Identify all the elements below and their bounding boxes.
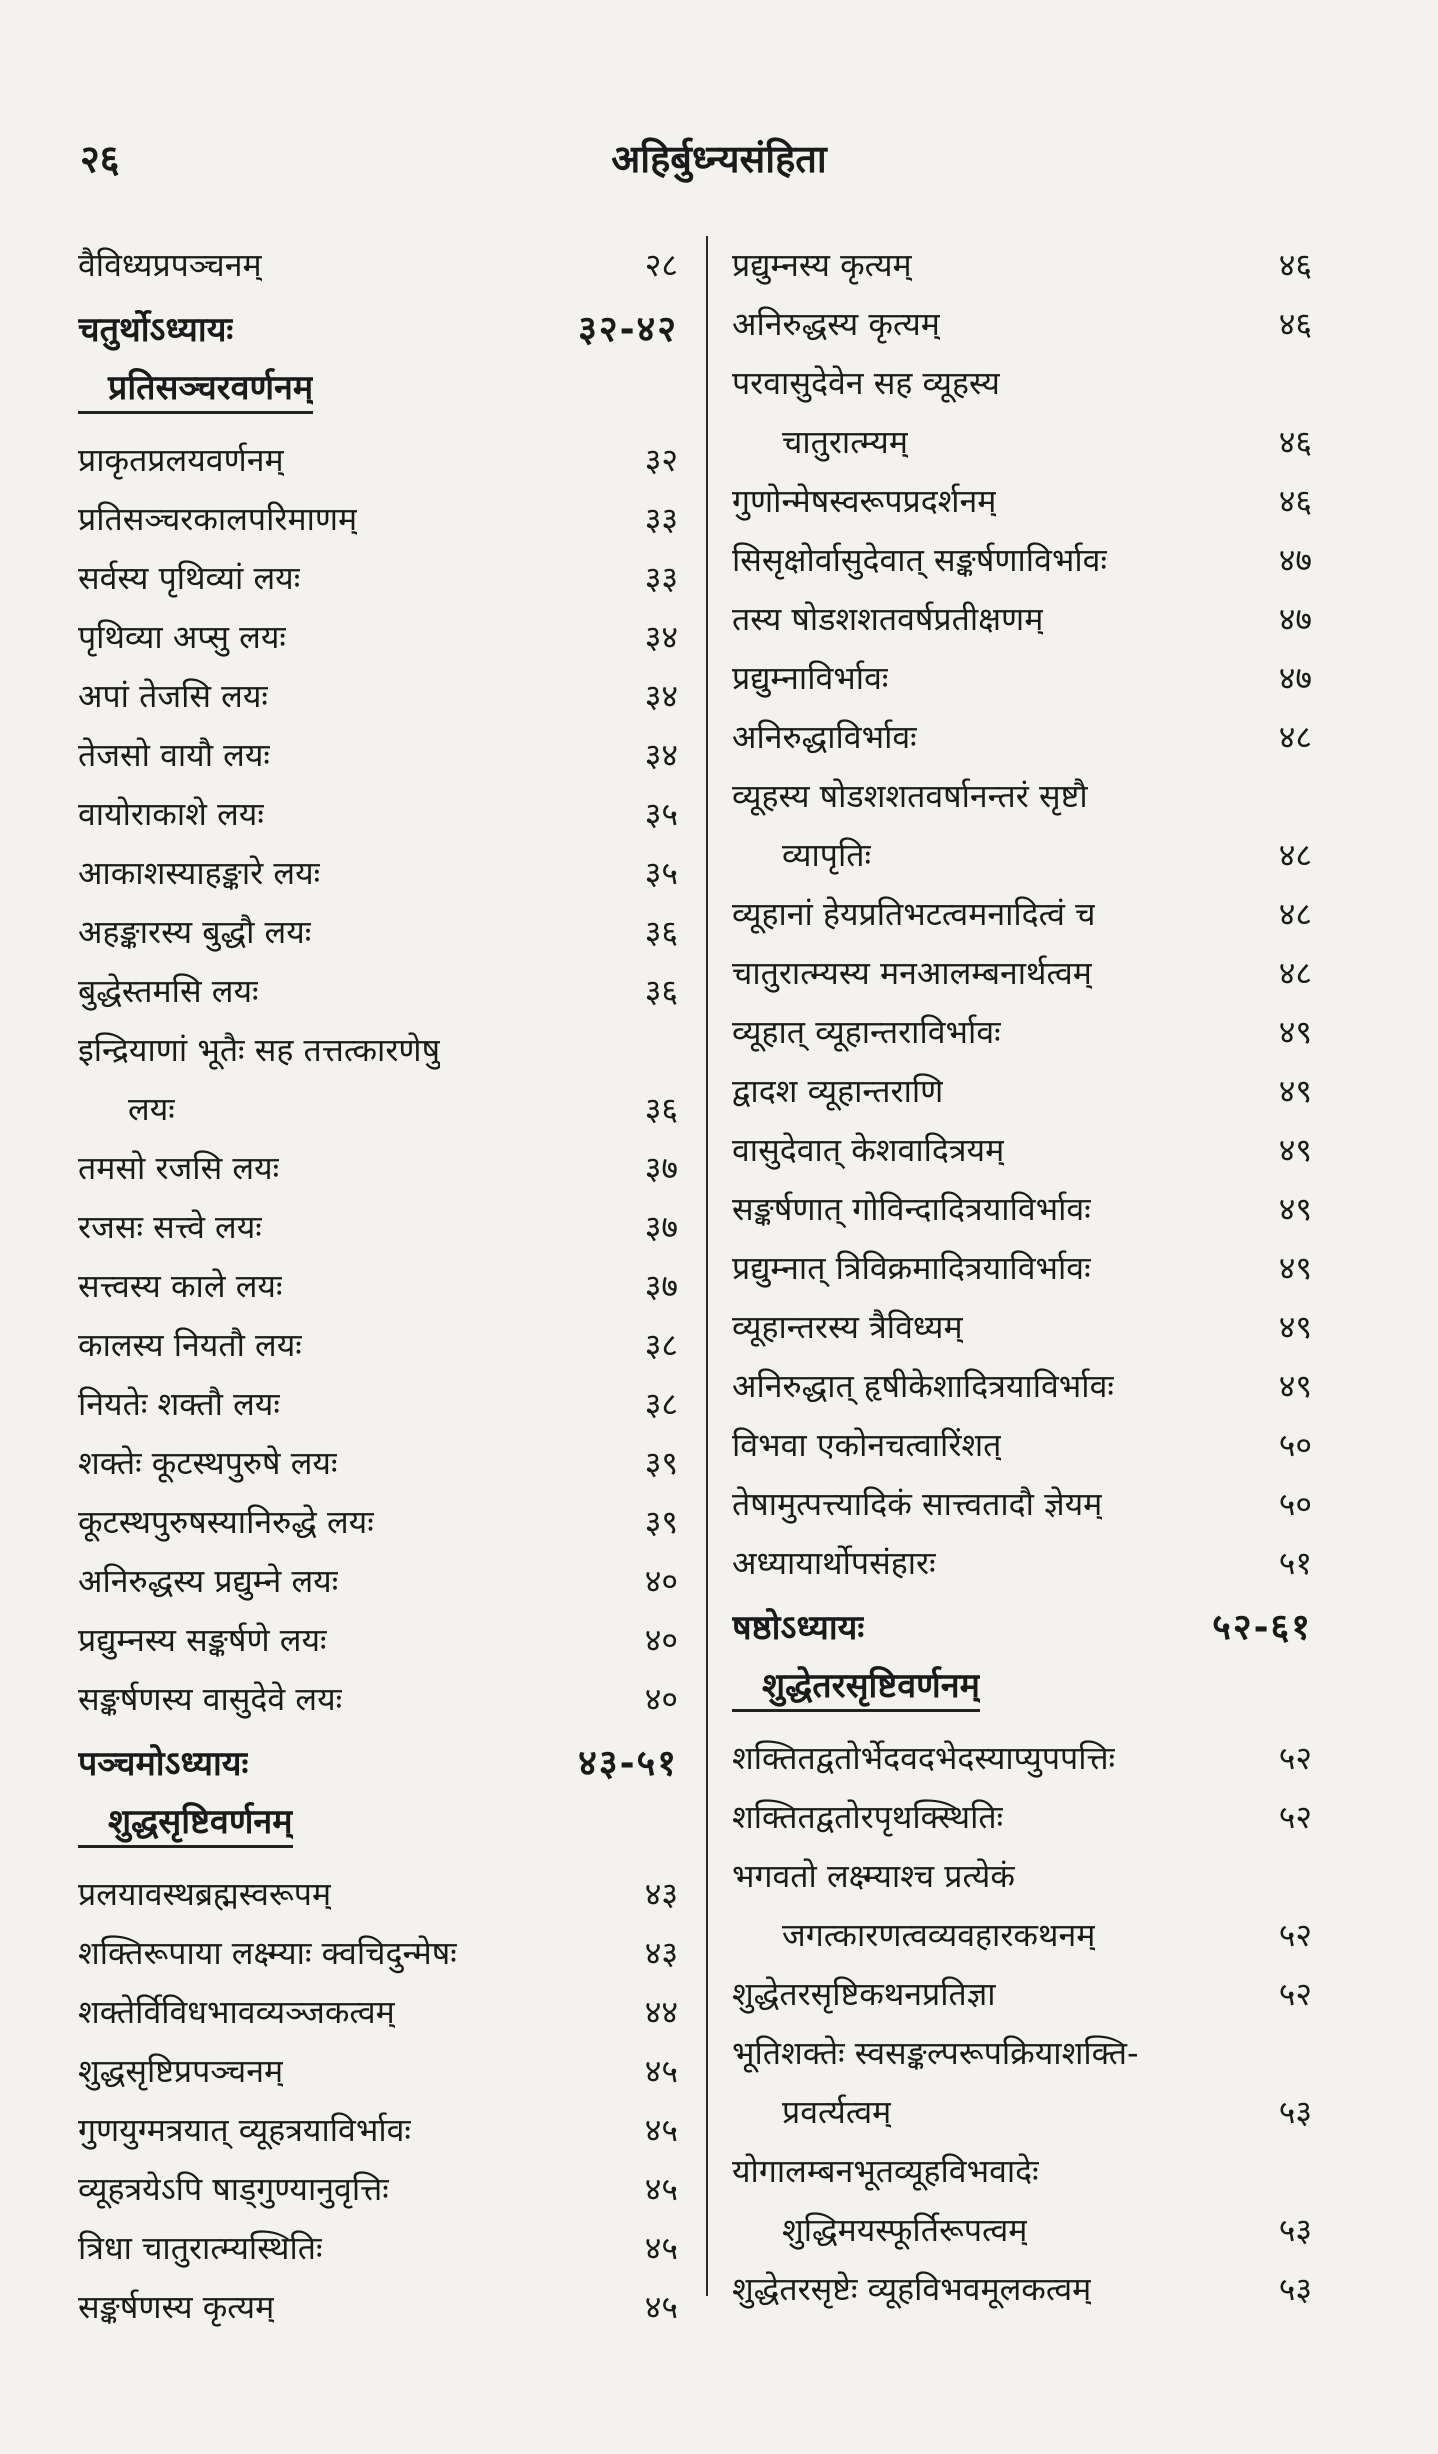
entry-page-number: ५२ (1278, 1798, 1312, 1836)
entry-page-number: ३७ (644, 1149, 678, 1187)
entry-page-number: ४८ (1278, 718, 1312, 756)
chapter-heading (78, 1729, 678, 1799)
index-entry (732, 1729, 1312, 1788)
entry-page-number: ३६ (644, 913, 678, 951)
entry-page-number: ५३ (1278, 2270, 1312, 2308)
entry-title: शुद्धिमयस्फूर्तिरूपत्वम् (782, 2211, 1028, 2249)
entry-title: शुद्धेतरसृष्टिवर्णनम् (732, 1663, 980, 1712)
entry-page-number: ४३ (644, 1875, 678, 1913)
index-entry (78, 1611, 678, 1670)
entry-title: शुद्धेतरसृष्टेः व्यूहविभवमूलकत्वम् (732, 2270, 1092, 2308)
entry-page-number: ४५ (644, 2111, 678, 2149)
entry-page-number: ५२ (1278, 1916, 1312, 1954)
index-entry-continuation (732, 2201, 1312, 2260)
entry-title: प्रतिसञ्चरकालपरिमाणम् (78, 500, 358, 538)
index-entry (78, 1670, 678, 1729)
entry-title: शक्तिरूपाया लक्ष्म्याः क्वचिदुन्मेषः (78, 1934, 457, 1972)
entry-page-number: ३४ (644, 677, 678, 715)
running-title: अहिर्बुध्न्यसंहिता (611, 137, 827, 181)
index-entry (732, 1357, 1312, 1416)
index-entry-continuation (732, 826, 1312, 885)
entry-title: सत्त्वस्य काले लयः (78, 1267, 283, 1305)
entry-title: गुणयुग्मत्रयात् व्यूहत्रयाविर्भावः (78, 2111, 411, 2149)
entry-title: अनिरुद्धाविर्भावः (732, 718, 917, 756)
section-heading (78, 1799, 678, 1865)
entry-title: शक्तेः कूटस्थपुरुषे लयः (78, 1444, 338, 1482)
index-entry (732, 1788, 1312, 1847)
entry-page-number: ५१ (1278, 1544, 1312, 1582)
entry-title: इन्द्रियाणां भूतैः सह तत्तत्कारणेषु (78, 1031, 441, 1069)
index-entry-continuation (732, 413, 1312, 472)
entry-page-number: ४८ (1278, 895, 1312, 933)
entry-title: भगवतो लक्ष्म्याश्च प्रत्येकं (732, 1857, 1015, 1895)
section-heading (78, 365, 678, 431)
entry-title: रजसः सत्त्वे लयः (78, 1208, 262, 1246)
entry-page-number: ३३ (644, 559, 678, 597)
right-index-column (732, 236, 1312, 2319)
entry-title: चातुरात्म्यस्य मनआलम्बनार्थत्वम् (732, 954, 1092, 992)
entry-page-number: ४५ (644, 2288, 678, 2326)
entry-title: विभवा एकोनचत्वारिंशत् (732, 1426, 1002, 1464)
index-entry (78, 1983, 678, 2042)
index-entry (732, 1121, 1312, 1180)
entry-title: शक्तितद्वतोर्भेदवदभेदस्याप्युपपत्तिः (732, 1739, 1116, 1777)
index-entry (78, 1924, 678, 1983)
entry-title: सङ्कर्षणस्य वासुदेवे लयः (78, 1680, 343, 1718)
entry-page-number: ३८ (644, 1326, 678, 1364)
entry-title: प्रद्युम्नाविर्भावः (732, 659, 889, 697)
entry-page-number: ४८ (1278, 836, 1312, 874)
index-entry (78, 1552, 678, 1611)
entry-title: अनिरुद्धस्य प्रद्युम्ने लयः (78, 1562, 339, 1600)
index-entry (78, 549, 678, 608)
entry-page-number: ४९ (1278, 1131, 1312, 1169)
entry-title: चातुरात्म्यम् (782, 423, 908, 461)
entry-title: पृथिव्या अप्सु लयः (78, 618, 286, 656)
entry-title: चतुर्थोऽध्यायः (78, 310, 234, 350)
entry-title: त्रिधा चातुरात्म्यस्थितिः (78, 2229, 323, 2267)
index-entry (78, 1434, 678, 1493)
index-entry (78, 490, 678, 549)
index-entry (732, 767, 1312, 826)
index-entry (78, 1375, 678, 1434)
index-entry (732, 1847, 1312, 1906)
entry-title: नियतेः शक्तौ लयः (78, 1385, 280, 1423)
entry-title: शुद्धेतरसृष्टिकथनप्रतिज्ञा (732, 1975, 996, 2013)
entry-page-number: ४९ (1278, 1190, 1312, 1228)
index-entry (732, 1475, 1312, 1534)
entry-title: कालस्य नियतौ लयः (78, 1326, 302, 1364)
entry-title: योगालम्बनभूतव्यूहविभवादेः (732, 2152, 1039, 2190)
entry-page-number: ४५ (644, 2170, 678, 2208)
entry-title: लयः (128, 1090, 175, 1128)
entry-title: षष्ठोऽध्यायः (732, 1608, 865, 1648)
entry-page-number: ५० (1278, 1426, 1312, 1464)
index-entry (732, 649, 1312, 708)
entry-title: अपां तेजसि लयः (78, 677, 268, 715)
entry-page-number: ४६ (1278, 482, 1312, 520)
index-entry (78, 962, 678, 1021)
entry-title: प्रद्युम्नात् त्रिविक्रमादित्रयाविर्भावः (732, 1249, 1091, 1287)
entry-title: सिसृक्षोर्वासुदेवात् सङ्कर्षणाविर्भावः (732, 541, 1107, 579)
entry-title: भूतिशक्तेः स्वसङ्कल्परूपक्रियाशक्ति- (732, 2034, 1139, 2072)
entry-title: शुद्धसृष्टिप्रपञ्चनम् (78, 2052, 284, 2090)
entry-page-number: ४५ (644, 2229, 678, 2267)
entry-page-number: ३२-४२ (578, 309, 678, 350)
index-entry (732, 531, 1312, 590)
entry-page-number: ३५ (644, 854, 678, 892)
entry-page-number: ४८ (1278, 954, 1312, 992)
entry-page-number: ४६ (1278, 246, 1312, 284)
entry-page-number: ४३-५१ (578, 1743, 678, 1784)
entry-title: व्यूहान्तरस्य त्रैविध्यम् (732, 1308, 963, 1346)
entry-page-number: ३९ (644, 1444, 678, 1482)
page-header (0, 132, 1438, 192)
entry-title: बुद्धेस्तमसि लयः (78, 972, 259, 1010)
entry-page-number: ३७ (644, 1208, 678, 1246)
entry-title: आकाशस्याहङ्कारे लयः (78, 854, 321, 892)
entry-title: प्रतिसञ्चरवर्णनम् (78, 365, 313, 414)
entry-title: प्रवर्त्यत्वम् (782, 2093, 892, 2131)
entry-page-number: ४० (644, 1562, 678, 1600)
section-heading (732, 1663, 1312, 1729)
index-entry (732, 2142, 1312, 2201)
entry-page-number: ४५ (644, 2052, 678, 2090)
entry-title: सर्वस्य पृथिव्यां लयः (78, 559, 301, 597)
entry-title: प्रद्युम्नस्य कृत्यम् (732, 246, 912, 284)
entry-page-number: ४३ (644, 1934, 678, 1972)
entry-title: वायोराकाशे लयः (78, 795, 264, 833)
entry-page-number: ५२ (1278, 1739, 1312, 1777)
entry-title: व्यूहानां हेयप्रतिभटत्वमनादित्वं च (732, 895, 1096, 933)
entry-title: शक्तेर्विविधभावव्यञ्जकत्वम् (78, 1993, 395, 2031)
index-entry-continuation (732, 2083, 1312, 2142)
index-entry (78, 2042, 678, 2101)
index-entry (78, 1257, 678, 1316)
entry-title: सङ्कर्षणात् गोविन्दादित्रयाविर्भावः (732, 1190, 1091, 1228)
entry-page-number: ४९ (1278, 1072, 1312, 1110)
entry-page-number: ३४ (644, 618, 678, 656)
entry-page-number: ४९ (1278, 1013, 1312, 1051)
index-entry-continuation (732, 1906, 1312, 1965)
entry-title: शक्तितद्वतोरपृथक्स्थितिः (732, 1798, 1004, 1836)
entry-page-number: ५३ (1278, 2211, 1312, 2249)
entry-title: जगत्कारणत्वव्यवहारकथनम् (782, 1916, 1096, 1954)
entry-title: अहङ्कारस्य बुद्धौ लयः (78, 913, 312, 951)
index-entry-continuation (78, 1080, 678, 1139)
entry-page-number: ५२ (1278, 1975, 1312, 2013)
entry-page-number: ३७ (644, 1267, 678, 1305)
entry-page-number: ४६ (1278, 423, 1312, 461)
index-entry (732, 2260, 1312, 2319)
index-entry (732, 295, 1312, 354)
index-entry (732, 2024, 1312, 2083)
entry-page-number: ३२ (644, 441, 678, 479)
index-entry (78, 667, 678, 726)
entry-title: शुद्धसृष्टिवर्णनम् (78, 1799, 293, 1848)
entry-title: गुणोन्मेषस्वरूपप्रदर्शनम् (732, 482, 997, 520)
page-number: २६ (80, 137, 120, 181)
index-entry (78, 2219, 678, 2278)
entry-page-number: ५३ (1278, 2093, 1312, 2131)
index-entry (732, 1534, 1312, 1593)
entry-page-number: ३८ (644, 1385, 678, 1423)
entry-title: तेजसो वायौ लयः (78, 736, 270, 774)
entry-page-number: ४९ (1278, 1249, 1312, 1287)
index-entry (732, 1003, 1312, 1062)
entry-page-number: ३४ (644, 736, 678, 774)
entry-title: तेषामुत्पत्त्यादिकं सात्त्वतादौ ज्ञेयम् (732, 1485, 1103, 1523)
entry-page-number: ४७ (1278, 541, 1312, 579)
entry-title: प्रलयावस्थब्रह्मस्वरूपम् (78, 1875, 332, 1913)
index-entry (732, 590, 1312, 649)
index-entry (78, 903, 678, 962)
index-entry (78, 431, 678, 490)
index-entry (78, 2278, 678, 2337)
index-entry (732, 472, 1312, 531)
index-entry (78, 1139, 678, 1198)
chapter-heading (732, 1593, 1312, 1663)
entry-page-number: २८ (644, 246, 678, 284)
entry-page-number: ३६ (644, 1090, 678, 1128)
index-entry (732, 1965, 1312, 2024)
index-entry (78, 236, 678, 295)
index-entry (78, 844, 678, 903)
entry-page-number: ४६ (1278, 305, 1312, 343)
entry-page-number: ४९ (1278, 1367, 1312, 1405)
entry-page-number: ४४ (644, 1993, 678, 2031)
entry-title: सङ्कर्षणस्य कृत्यम् (78, 2288, 275, 2326)
entry-title: व्यूहस्य षोडशशतवर्षानन्तरं सृष्टौ (732, 777, 1088, 815)
index-entry (78, 2160, 678, 2219)
entry-title: तमसो रजसि लयः (78, 1149, 280, 1187)
index-entry (732, 708, 1312, 767)
index-entry (732, 885, 1312, 944)
index-entry (78, 1198, 678, 1257)
entry-title: व्यापृतिः (782, 836, 871, 874)
entry-page-number: ५० (1278, 1485, 1312, 1523)
entry-title: व्यूहात् व्यूहान्तराविर्भावः (732, 1013, 1001, 1051)
entry-page-number: ४९ (1278, 1308, 1312, 1346)
entry-title: व्यूहत्रयेऽपि षाड्गुण्यानुवृत्तिः (78, 2170, 389, 2208)
entry-title: तस्य षोडशशतवर्षप्रतीक्षणम् (732, 600, 1044, 638)
entry-page-number: ३६ (644, 972, 678, 1010)
left-index-column (78, 236, 678, 2337)
index-entry (78, 785, 678, 844)
entry-title: वासुदेवात् केशवादित्रयम् (732, 1131, 1005, 1169)
entry-title: कूटस्थपुरुषस्यानिरुद्धे लयः (78, 1503, 374, 1541)
entry-title: प्राकृतप्रलयवर्णनम् (78, 441, 284, 479)
index-entry (732, 1180, 1312, 1239)
index-entry (78, 1021, 678, 1080)
index-entry (732, 236, 1312, 295)
entry-title: अध्यायार्थोपसंहारः (732, 1544, 936, 1582)
entry-page-number: ४७ (1278, 600, 1312, 638)
entry-title: परवासुदेवेन सह व्यूहस्य (732, 364, 1000, 402)
index-entry (732, 354, 1312, 413)
entry-title: वैविध्यप्रपञ्चनम् (78, 246, 262, 284)
index-entry (78, 1865, 678, 1924)
index-entry (732, 1416, 1312, 1475)
index-entry (732, 1239, 1312, 1298)
index-entry (732, 944, 1312, 1003)
entry-page-number: ४० (644, 1680, 678, 1718)
entry-title: प्रद्युम्नस्य सङ्कर्षणे लयः (78, 1621, 327, 1659)
entry-page-number: ५२-६१ (1212, 1607, 1312, 1648)
entry-title: पञ्चमोऽध्यायः (78, 1744, 249, 1784)
index-entry (78, 1316, 678, 1375)
entry-title: द्वादश व्यूहान्तराणि (732, 1072, 944, 1110)
entry-title: अनिरुद्धात् हृषीकेशादित्रयाविर्भावः (732, 1367, 1114, 1405)
chapter-heading (78, 295, 678, 365)
index-entry (78, 726, 678, 785)
entry-page-number: ४० (644, 1621, 678, 1659)
column-divider (706, 236, 708, 2296)
entry-page-number: ३३ (644, 500, 678, 538)
index-entry (732, 1298, 1312, 1357)
entry-page-number: ४७ (1278, 659, 1312, 697)
index-entry (78, 1493, 678, 1552)
entry-page-number: ३९ (644, 1503, 678, 1541)
index-entry (732, 1062, 1312, 1121)
entry-page-number: ३५ (644, 795, 678, 833)
index-entry (78, 608, 678, 667)
index-entry (78, 2101, 678, 2160)
entry-title: अनिरुद्धस्य कृत्यम् (732, 305, 940, 343)
